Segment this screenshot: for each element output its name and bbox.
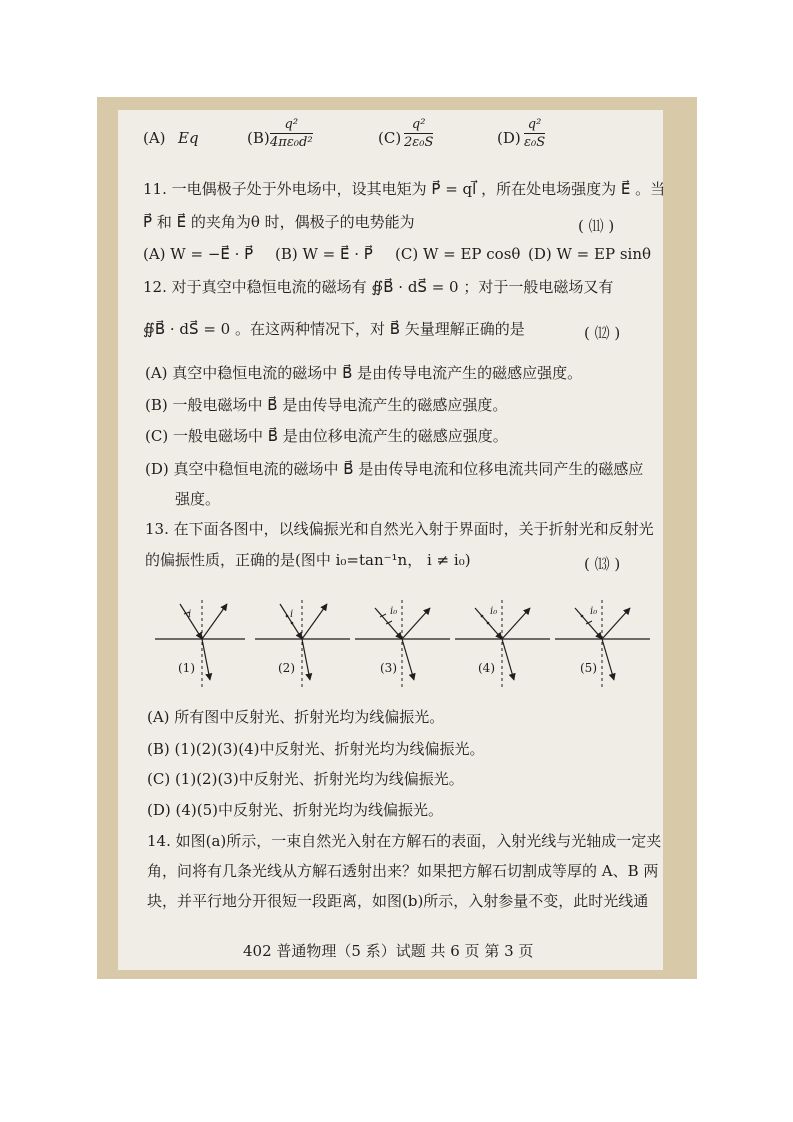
q11-line-1: 11. 一电偶极子处于外电场中，设其电矩为 P⃗ = ql⃗ ，所在处电场强度为 E⃗ 。当: [143, 180, 666, 198]
q14-line-3: 块，并平行地分开很短一段距离，如图(b)所示，入射参量不变，此时光线通: [147, 892, 649, 910]
q13-option-b: (B) (1)(2)(3)(4)中反射光、折射光均为线偏振光。: [147, 740, 485, 758]
q12-option-d-line-1: (D) 真空中稳恒电流的磁场中 B⃗ 是由传导电流和位移电流共同产生的磁感应: [145, 460, 644, 478]
polarization-dot: [487, 622, 490, 625]
q10-option-c-fraction: [404, 117, 433, 150]
polarization-dot: [291, 622, 294, 625]
q13-line-1: 13. 在下面各图中，以线偏振光和自然光入射于界面时，关于折射光和反射光: [145, 520, 654, 538]
q12-answer-blank: ( ⑿ ): [584, 324, 621, 342]
q12-option-a: (A) 真空中稳恒电流的磁场中 B⃗ 是由传导电流产生的磁感应强度。: [145, 364, 583, 382]
q13-line-2: 的偏振性质，正确的是(图中 i₀=tan⁻¹n， i ≠ i₀): [145, 551, 471, 569]
q12-option-b: (B) 一般电磁场中 B⃗ 是由传导电流产生的磁感应强度。: [145, 396, 508, 414]
refracted-ray: [502, 639, 514, 680]
q10-option-b-label: (B): [247, 129, 270, 147]
diagram-5: [555, 600, 650, 687]
q10-option-a-value: Eq: [178, 129, 199, 147]
q11-option-d: (D) W = EP sinθ: [528, 245, 652, 263]
q11-option-b: (B) W = E⃗ · P⃗: [275, 245, 373, 263]
figure-label-4: (4): [478, 661, 495, 675]
diagram-2: [255, 600, 350, 687]
q10-d-denominator: ε₀S: [524, 135, 546, 150]
figure-label-1: (1): [178, 661, 195, 675]
q10-b-denominator: 4πε₀d²: [270, 135, 313, 150]
diagram-1: [155, 600, 245, 687]
reflected-ray: [202, 604, 227, 639]
q14-line-2: 角，问将有几条光线从方解石透射出来？如果把方解石切割成等厚的 A、B 两: [147, 862, 659, 880]
q13-option-d: (D) (4)(5)中反射光、折射光均为线偏振光。: [147, 801, 443, 819]
reflected-ray: [602, 608, 630, 639]
q10-b-numerator: q²: [270, 117, 313, 134]
q10-c-denominator: 2ε₀S: [404, 135, 434, 150]
q10-option-d-label: (D): [497, 129, 521, 147]
polarization-dot: [286, 615, 289, 618]
figure-label-2: (2): [278, 661, 295, 675]
angle-label-i: i: [188, 609, 192, 620]
page-footer: 402 普通物理（5 系）试题 共 6 页 第 3 页: [243, 942, 534, 960]
refracted-ray: [202, 639, 210, 680]
q10-option-c-label: (C): [378, 129, 402, 147]
refracted-ray: [402, 639, 414, 680]
reflected-ray: [302, 604, 327, 639]
reflected-ray: [502, 608, 530, 639]
q13-answer-blank: ( ⒀ ): [584, 555, 621, 573]
incident-ray: [375, 608, 402, 639]
refracted-ray: [302, 639, 310, 680]
polarization-dot: [481, 615, 484, 618]
q10-option-b-fraction: [270, 117, 313, 150]
polarization-dot: [581, 615, 584, 618]
q11-answer-blank: ( ⑾ ): [578, 217, 615, 235]
q12-line-1: 12. 对于真空中稳恒电流的磁场有 ∯B⃗ · dS⃗ = 0 ；对于一般电磁场又有: [143, 278, 614, 296]
diagram-3: [355, 600, 450, 687]
incident-ray: [575, 608, 602, 639]
q11-option-a: (A) W = −E⃗ · P⃗: [143, 245, 254, 263]
figure-label-5: (5): [580, 661, 597, 675]
q12-option-c: (C) 一般电磁场中 B⃗ 是由位移电流产生的磁感应强度。: [145, 427, 508, 445]
q10-option-a-label: (A): [143, 129, 166, 147]
angle-label-i0: i₀: [490, 606, 498, 617]
q11-line-2: P⃗ 和 E⃗ 的夹角为θ 时，偶极子的电势能为: [143, 213, 415, 231]
q12-line-2: ∯B⃗ · dS⃗ = 0 。在这两种情况下，对 B⃗ 矢量理解正确的是: [143, 320, 525, 338]
q12-option-d-line-2: 强度。: [175, 490, 221, 508]
q10-c-numerator: q²: [404, 117, 433, 134]
angle-label-i0: i₀: [590, 606, 598, 617]
refracted-ray: [602, 639, 614, 680]
diagram-4: [455, 600, 550, 687]
q14-line-1: 14. 如图(a)所示，一束自然光入射在方解石的表面，入射光线与光轴成一定夹: [147, 832, 662, 850]
reflected-ray: [402, 608, 430, 639]
polarization-diagrams: [145, 592, 655, 702]
q10-option-d-fraction: [524, 117, 545, 150]
q10-d-numerator: q²: [524, 117, 545, 134]
figure-label-3: (3): [380, 661, 397, 675]
angle-label-i: i: [290, 609, 294, 620]
q11-option-c: (C) W = EP cosθ: [395, 245, 521, 263]
angle-label-i0: i₀: [390, 606, 398, 617]
q13-option-a: (A) 所有图中反射光、折射光均为线偏振光。: [147, 708, 445, 726]
q13-option-c: (C) (1)(2)(3)中反射光、折射光均为线偏振光。: [147, 770, 464, 788]
